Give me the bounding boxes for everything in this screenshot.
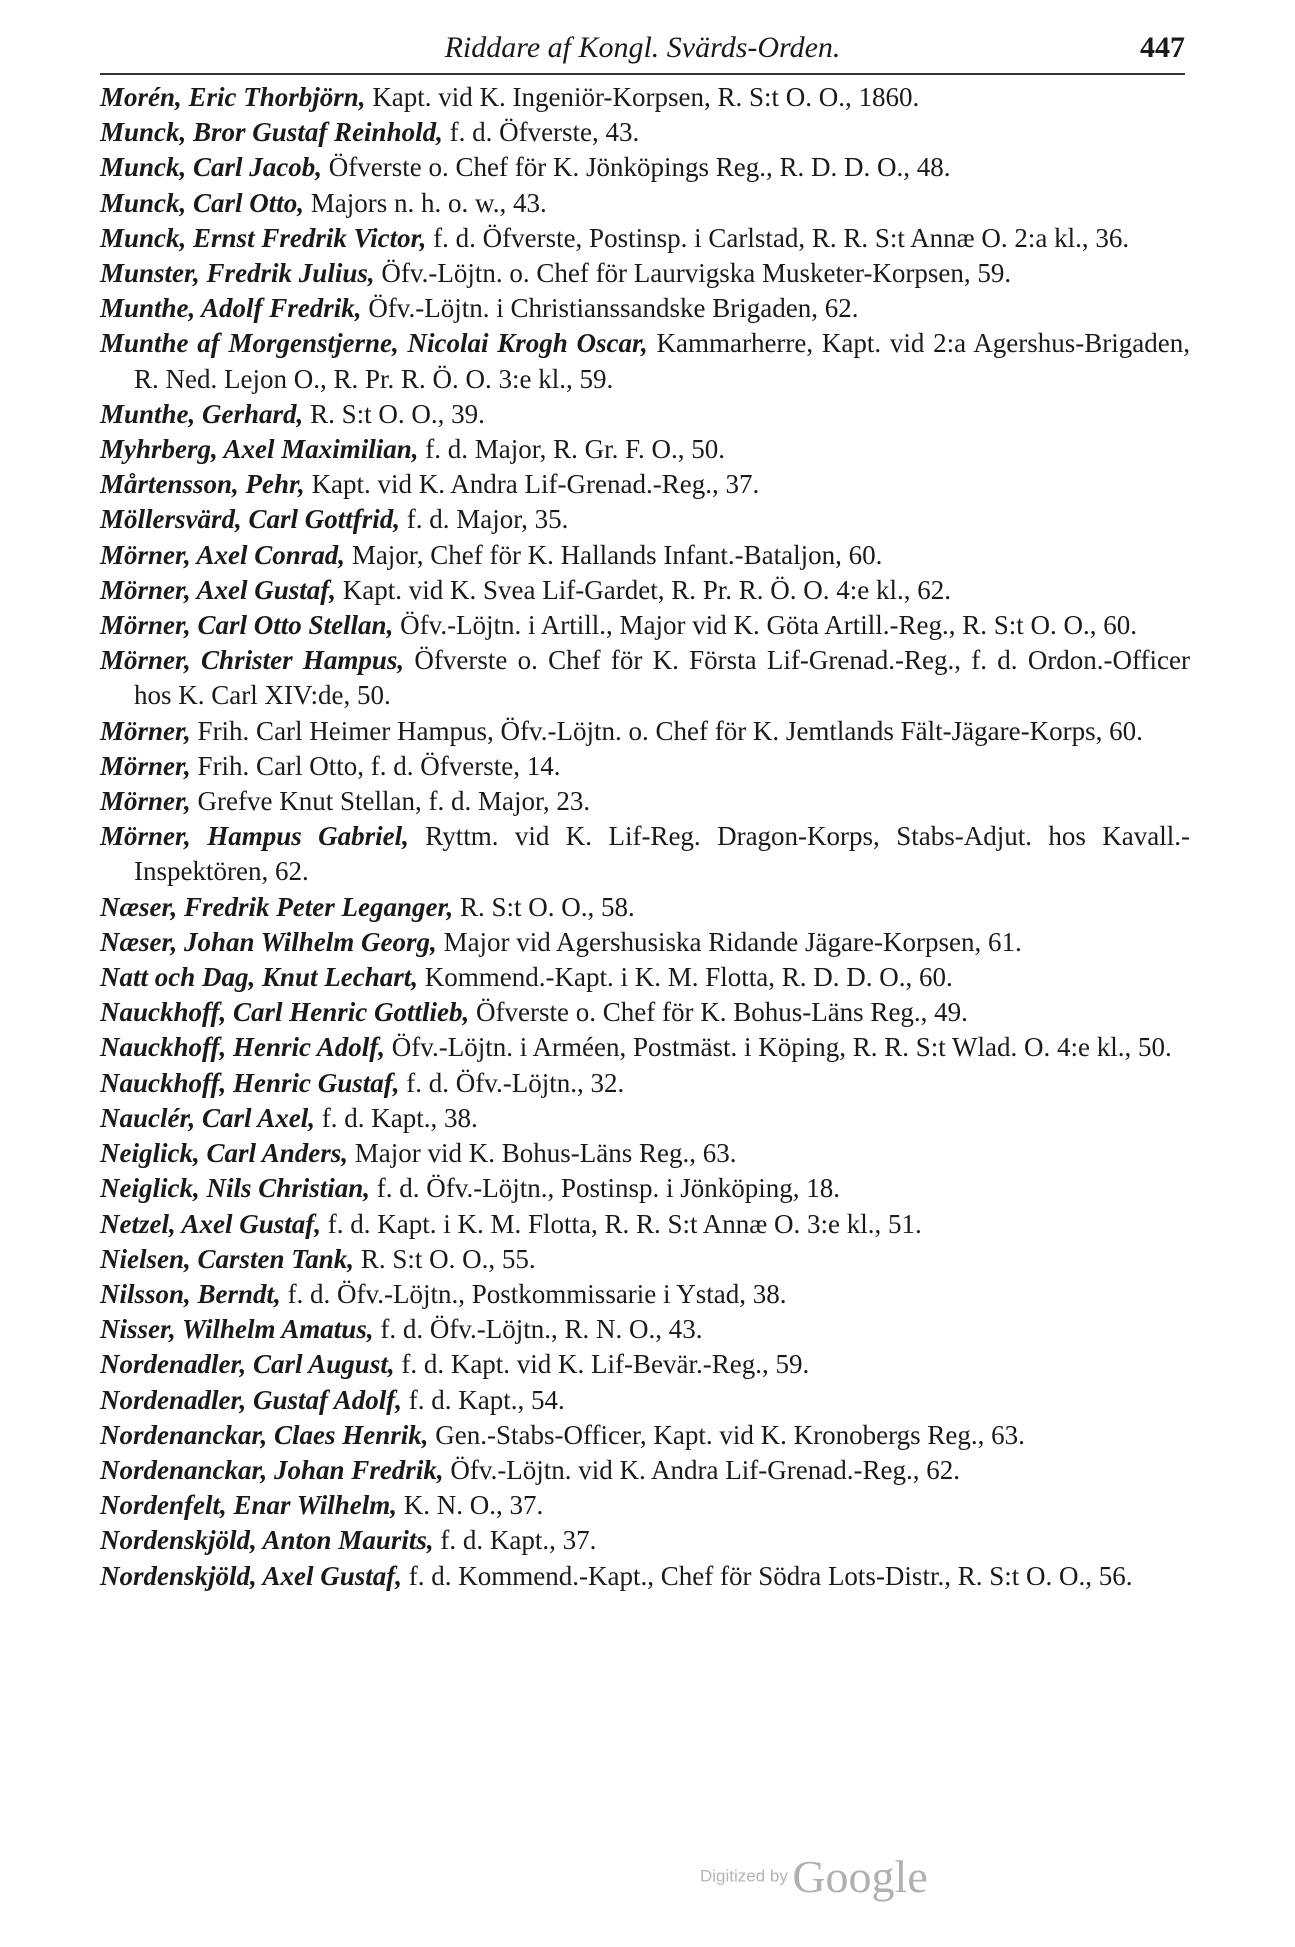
entry-details: Frih. Carl Otto, f. d. Öfverste, 14. [197, 750, 561, 781]
entry-details: f. d. Major, R. Gr. F. O., 50. [425, 434, 726, 465]
entry [100, 608, 1190, 643]
entry-name: Mörner, Carl Otto Stellan, [100, 610, 394, 641]
entry-details: f. d. Kapt. i K. M. Flotta, R. R. S:t Annæ O. 3:e kl., 51. [327, 1208, 922, 1239]
digitized-by-label: Digitized by [700, 1866, 788, 1886]
entry-name: Nauckhoff, Henric Gustaf, [100, 1067, 400, 1098]
entry [100, 502, 1190, 537]
entry [100, 1136, 1190, 1171]
entry [100, 1418, 1190, 1453]
entry-details: f. d. Kapt., 38. [321, 1102, 478, 1133]
entry-details: Major, Chef för K. Hallands Infant.-Bataljon, 60. [351, 539, 883, 570]
entry-details: Frih. Carl Heimer Hampus, Öfv.-Löjtn. o. Chef för K. Jemtlands Fält-Jägare-Korps, 60. [197, 715, 1143, 746]
entry-details: f. d. Öfverste, 43. [449, 117, 640, 148]
entry [100, 819, 1190, 889]
entry [100, 1312, 1190, 1347]
entry-name: Nauckhoff, Henric Adolf, [100, 1032, 386, 1063]
entry-name: Nordenadler, Gustaf Adolf, [100, 1384, 403, 1415]
entry-name: Nordenanckar, Claes Henrik, [100, 1419, 429, 1450]
entry-details: Kammarherre, Kapt. vid 2:a Agershus-Brigaden, R. Ned. Lejon O., R. Pr. R. Ö. O. 3:e kl., 59. [134, 328, 1191, 394]
entry [100, 1030, 1190, 1065]
entry-name: Munster, Fredrik Julius, [100, 258, 375, 289]
entry-name: Næser, Johan Wilhelm Georg, [100, 926, 437, 957]
entry-name: Munck, Carl Otto, [100, 187, 305, 218]
entry-name: Mörner, [100, 750, 191, 781]
entry-details: Öfv.-Löjtn. i Christianssandske Brigaden, 62. [368, 293, 859, 324]
entry [100, 1488, 1190, 1523]
entry-name: Nordenanckar, Johan Fredrik, [100, 1454, 444, 1485]
entry-details: f. d. Major, 35. [406, 504, 569, 535]
entry [100, 1207, 1190, 1242]
entry [100, 995, 1190, 1030]
entry-name: Nordenskjöld, Anton Maurits, [100, 1525, 434, 1556]
entry [100, 1347, 1190, 1382]
entry-details: R. S:t O. O., 55. [360, 1243, 536, 1274]
entry-details: Major vid Agershusiska Ridande Jägare-Korpsen, 61. [443, 926, 1022, 957]
entry-details: Kommend.-Kapt. i K. M. Flotta, R. D. D. O., 60. [424, 962, 953, 993]
entry-details: Ryttm. vid K. Lif-Reg. Dragon-Korps, Stabs-Adjut. hos Kavall.-Inspektören, 62. [134, 821, 1190, 887]
entry [100, 80, 1190, 115]
entry [100, 1383, 1190, 1418]
entry-details: Öfverste o. Chef för K. Jönköpings Reg., R. D. D. O., 48. [328, 152, 951, 183]
entry-details: f. d. Öfv.-Löjtn., Postkommissarie i Ystad, 38. [287, 1278, 787, 1309]
entry-details: Öfv.-Löjtn. vid K. Andra Lif-Grenad.-Reg., 62. [450, 1454, 960, 1485]
entry [100, 538, 1190, 573]
entry-name: Nauckhoff, Carl Henric Gottlieb, [100, 997, 470, 1028]
entry-name: Mörner, Hampus Gabriel, [100, 821, 409, 852]
entry [100, 1242, 1190, 1277]
entry-name: Munthe af Morgenstjerne, Nicolai Krogh Oscar, [100, 328, 648, 359]
entry [100, 467, 1190, 502]
entry-name: Munthe, Adolf Fredrik, [100, 293, 362, 324]
entry-details: Kapt. vid K. Ingeniör-Korpsen, R. S:t O. O., 1860. [372, 82, 920, 112]
entry-details: f. d. Öfv.-Löjtn., Postinsp. i Jönköping, 18. [376, 1173, 841, 1204]
entry-details: f. d. Kapt., 37. [440, 1525, 597, 1556]
entry [100, 890, 1190, 925]
entry [100, 1523, 1190, 1558]
entry-details: Gen.-Stabs-Officer, Kapt. vid K. Kronobergs Reg., 63. [435, 1419, 1025, 1450]
entry-name: Nordenskjöld, Axel Gustaf, [100, 1560, 403, 1591]
entry-details: f. d. Kapt. vid K. Lif-Bevär.-Reg., 59. [401, 1349, 810, 1380]
header-rule [100, 73, 1185, 75]
entry [100, 925, 1190, 960]
page-header [100, 28, 1185, 68]
entry [100, 1277, 1190, 1312]
entry [100, 256, 1190, 291]
entry [100, 784, 1190, 819]
entry-name: Möllersvärd, Carl Gottfrid, [100, 504, 401, 535]
entry [100, 749, 1190, 784]
entry [100, 960, 1190, 995]
entry [100, 643, 1190, 713]
entry [100, 1101, 1190, 1136]
entry [100, 714, 1190, 749]
entry-details: Grefve Knut Stellan, f. d. Major, 23. [197, 786, 591, 817]
entry-details: f. d. Öfv.-Löjtn., 32. [406, 1067, 625, 1098]
entry-name: Mörner, [100, 786, 191, 817]
entry-details: R. S:t O. O., 39. [310, 398, 485, 429]
entry [100, 326, 1190, 396]
entry-name: Mörner, Axel Conrad, [100, 539, 346, 570]
entry-name: Mörner, Axel Gustaf, [100, 574, 337, 605]
entry-name: Mårtensson, Pehr, [100, 469, 305, 500]
entry-name: Neiglick, Nils Christian, [100, 1173, 371, 1204]
entry-name: Nordenfelt, Enar Wilhelm, [100, 1490, 398, 1521]
entry-name: Netzel, Axel Gustaf, [100, 1208, 321, 1239]
entry-name: Munck, Carl Jacob, [100, 152, 323, 183]
entry-details: Öfv.-Löjtn. i Arméen, Postmäst. i Köping, R. R. S:t Wlad. O. 4:e kl., 50. [391, 1032, 1172, 1063]
entry-name: Morén, Eric Thorbjörn, [100, 82, 366, 112]
entry [100, 115, 1190, 150]
entry-name: Mörner, [100, 715, 191, 746]
entry-details: f. d. Öfv.-Löjtn., R. N. O., 43. [380, 1314, 703, 1345]
entry [100, 150, 1190, 185]
google-logo: Google [792, 1851, 928, 1902]
entry-details: Öfv.-Löjtn. i Artill., Major vid K. Göta Artill.-Reg., R. S:t O. O., 60. [400, 610, 1138, 641]
entry-name: Nisser, Wilhelm Amatus, [100, 1314, 374, 1345]
entry-details: Kapt. vid K. Svea Lif-Gardet, R. Pr. R. Ö. O. 4:e kl., 62. [342, 574, 951, 605]
entry-name: Næser, Fredrik Peter Leganger, [100, 891, 454, 922]
entry-details: Major vid K. Bohus-Läns Reg., 63. [354, 1138, 737, 1169]
entry-details: Majors n. h. o. w., 43. [310, 187, 547, 218]
entry [100, 397, 1190, 432]
running-title: Riddare af Kongl. Svärds-Orden. [444, 31, 841, 64]
entry-details: f. d. Öfverste, Postinsp. i Carlstad, R. R. S:t Annæ O. 2:a kl., 36. [433, 222, 1130, 253]
entry-name: Nielsen, Carsten Tank, [100, 1243, 355, 1274]
entry-details: Kapt. vid K. Andra Lif-Grenad.-Reg., 37. [311, 469, 760, 500]
entry-name: Nordenadler, Carl August, [100, 1349, 395, 1380]
entry-name: Mörner, Christer Hampus, [100, 645, 405, 676]
digitized-footer [700, 1850, 928, 1903]
entry [100, 1066, 1190, 1101]
page-number: 447 [1140, 31, 1185, 64]
entry-name: Munck, Ernst Fredrik Victor, [100, 222, 427, 253]
entry [100, 1453, 1190, 1488]
entry-name: Neiglick, Carl Anders, [100, 1138, 349, 1169]
entry-name: Nauclér, Carl Axel, [100, 1102, 316, 1133]
entry-details: f. d. Kapt., 54. [408, 1384, 565, 1415]
entry-details: Öfverste o. Chef för K. Bohus-Läns Reg., 49. [476, 997, 968, 1028]
entry [100, 186, 1190, 221]
entry [100, 291, 1190, 326]
entry [100, 432, 1190, 467]
entry [100, 221, 1190, 256]
entry-details: K. N. O., 37. [403, 1490, 544, 1521]
entry-details: Öfv.-Löjtn. o. Chef för Laurvigska Musketer-Korpsen, 59. [381, 258, 1012, 289]
entry-details: Öfverste o. Chef för K. Första Lif-Grenad.-Reg., f. d. Ordon.-Officer hos K. Carl XIV:de, 50. [134, 645, 1191, 711]
entry-name: Myhrberg, Axel Maximilian, [100, 434, 419, 465]
entry [100, 1559, 1190, 1594]
entry-list [100, 80, 1190, 1594]
entry-name: Nilsson, Berndt, [100, 1278, 281, 1309]
entry-details: R. S:t O. O., 58. [459, 891, 635, 922]
entry [100, 573, 1190, 608]
entry-name: Natt och Dag, Knut Lechart, [100, 962, 419, 993]
entry-name: Munthe, Gerhard, [100, 398, 304, 429]
entry-details: f. d. Kommend.-Kapt., Chef för Södra Lots-Distr., R. S:t O. O., 56. [408, 1560, 1133, 1591]
entry [100, 1171, 1190, 1206]
entry-name: Munck, Bror Gustaf Reinhold, [100, 117, 443, 148]
